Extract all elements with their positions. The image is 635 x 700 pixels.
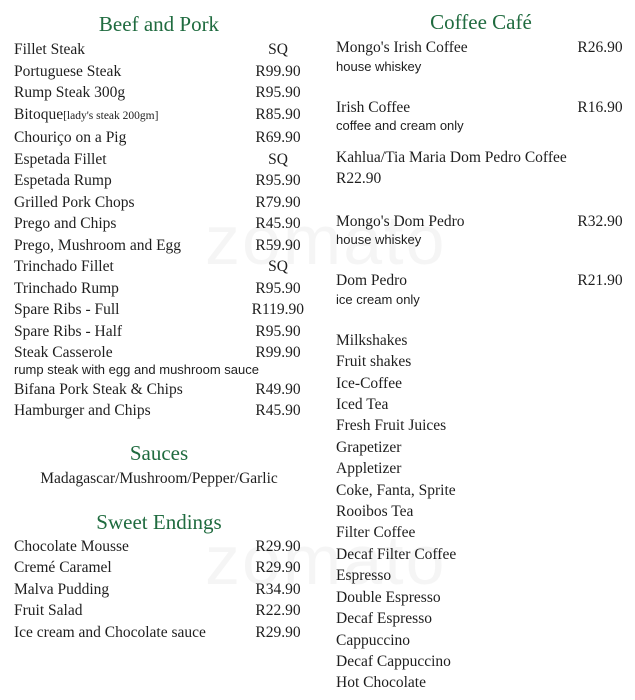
drink-item: Decaf Cappuccino [336, 652, 451, 670]
right-column [336, 0, 626, 694]
menu-item [14, 342, 304, 364]
item-name: Trinchado Fillet [14, 258, 114, 275]
item-name: Mongo's Irish Coffee [336, 39, 468, 56]
menu-item [14, 278, 304, 300]
item-name: Bifana Pork Steak & Chips [14, 380, 183, 398]
menu-item-price: R22.90 [336, 170, 382, 188]
menu-item [14, 600, 304, 622]
item-name: Spare Ribs - Full [14, 301, 120, 318]
menu-item [14, 170, 304, 192]
menu-item-name: Kahlua/Tia Maria Dom Pedro Coffee [336, 149, 567, 166]
drink-item: Filter Coffee [336, 524, 416, 542]
item-price: R95.90 [255, 172, 301, 189]
item-price: R95.90 [255, 279, 301, 297]
item-name [14, 104, 158, 128]
item-price: R59.90 [255, 236, 301, 254]
section-title-beef-and-pork: Beef and Pork [98, 12, 220, 36]
menu-item [14, 400, 304, 422]
item-price: R69.90 [255, 129, 301, 146]
menu-item [14, 61, 304, 83]
item-name: Trinchado Rump [14, 279, 119, 297]
menu-item [14, 299, 304, 321]
item-name-text: Bitoque [14, 105, 64, 123]
item-name: Fillet Steak [14, 41, 86, 58]
item-description: ice cream only [336, 291, 420, 307]
item-name: Prego and Chips [14, 215, 117, 232]
menu-item [14, 536, 304, 558]
item-name: Spare Ribs - Half [14, 322, 123, 340]
item-price: R45.90 [255, 402, 301, 419]
item-price: R85.90 [255, 105, 301, 123]
item-name: Prego, Mushroom and Egg [14, 236, 182, 254]
item-name: Espetada Fillet [14, 150, 107, 168]
drink-item: Decaf Espresso [336, 610, 432, 628]
drink-item: Fruit shakes [336, 353, 412, 371]
item-name: Chouriço on a Pig [14, 129, 127, 146]
drink-item: Rooibos Tea [336, 503, 414, 521]
item-name: Malva Pudding [14, 580, 110, 598]
drink-item: Grapetizer [336, 438, 402, 456]
drink-item: Cappuccino [336, 631, 411, 649]
menu-item [14, 192, 304, 214]
menu-item [14, 256, 304, 278]
drink-item: Decaf Filter Coffee [336, 545, 457, 563]
menu-item [14, 557, 304, 579]
menu-item [14, 213, 304, 235]
item-price: R95.90 [255, 322, 301, 340]
drink-item: Espresso [336, 567, 392, 585]
coffee-list [336, 37, 626, 307]
drink-item: Ice-Coffee [336, 374, 402, 392]
item-price: R49.90 [255, 380, 301, 398]
item-name: Mongo's Dom Pedro [336, 212, 465, 230]
sweet-endings-list [14, 536, 304, 644]
item-price: R26.90 [577, 39, 623, 56]
item-price: R79.90 [255, 193, 301, 211]
menu-item [14, 149, 304, 171]
section-title-sweet-endings: Sweet Endings [96, 509, 222, 534]
drink-item: Milkshakes [336, 331, 408, 349]
item-name: Rump Steak 300g [14, 84, 126, 101]
item-price: R29.90 [255, 623, 301, 641]
menu-item [14, 321, 304, 343]
menu-item [336, 270, 626, 292]
item-description: coffee and cream only [336, 118, 464, 133]
menu-item [14, 579, 304, 601]
menu-item [14, 235, 304, 257]
drink-item: Fresh Fruit Juices [336, 417, 447, 435]
item-price: R99.90 [255, 344, 301, 361]
item-price: SQ [268, 150, 288, 168]
item-description: rump steak with egg and mushroom sauce [14, 361, 259, 377]
item-name: Grilled Pork Chops [14, 193, 135, 211]
item-name: Cremé Caramel [14, 559, 112, 576]
drink-item: Hot Chocolate [336, 674, 426, 692]
item-price: R34.90 [255, 580, 301, 598]
item-price: SQ [268, 258, 288, 275]
item-price: R16.90 [577, 98, 623, 116]
item-name: Ice cream and Chocolate sauce [14, 623, 206, 641]
menu-item [14, 379, 304, 401]
item-name: Hamburger and Chips [14, 402, 151, 419]
item-price: R95.90 [255, 84, 301, 101]
menu-item [336, 97, 626, 119]
item-name: Dom Pedro [336, 272, 408, 290]
item-price: R32.90 [577, 212, 623, 230]
drinks-list [336, 330, 626, 694]
item-price: R119.90 [251, 301, 304, 318]
menu-item [336, 211, 626, 233]
menu-item [336, 37, 626, 59]
menu-item [14, 82, 304, 104]
item-price: SQ [268, 41, 288, 58]
sauces-list: Madagascar/Mushroom/Pepper/Garlic [40, 469, 278, 487]
item-description: house whiskey [336, 232, 422, 248]
item-name: Fruit Salad [14, 602, 83, 619]
drink-item: Appletizer [336, 460, 402, 478]
drink-item: Coke, Fanta, Sprite [336, 481, 456, 499]
drink-item: Iced Tea [336, 396, 389, 414]
item-price: R29.90 [255, 537, 301, 555]
menu-item [14, 127, 304, 149]
beef-and-pork-list [14, 39, 304, 422]
item-price: R29.90 [255, 559, 301, 576]
item-price: R45.90 [255, 215, 301, 232]
item-name: Irish Coffee [336, 98, 411, 116]
item-name: Portuguese Steak [14, 62, 122, 80]
item-name: Espetada Rump [14, 172, 112, 189]
item-name: Chocolate Mousse [14, 537, 129, 555]
item-name: Steak Casserole [14, 344, 113, 361]
menu-item [14, 622, 304, 644]
section-title-sauces: Sauces [129, 440, 189, 465]
item-price: R21.90 [577, 272, 623, 290]
item-description: house whiskey [336, 58, 422, 74]
menu-item [14, 104, 304, 128]
drink-item: Double Espresso [336, 588, 441, 606]
menu-item [14, 39, 304, 61]
left-column [14, 0, 304, 643]
item-name-note: [lady's steak 200gm] [63, 109, 159, 122]
item-price: R22.90 [255, 602, 301, 619]
section-title-coffee-cafe: Coffee Café [430, 10, 532, 34]
item-price: R99.90 [255, 62, 301, 80]
